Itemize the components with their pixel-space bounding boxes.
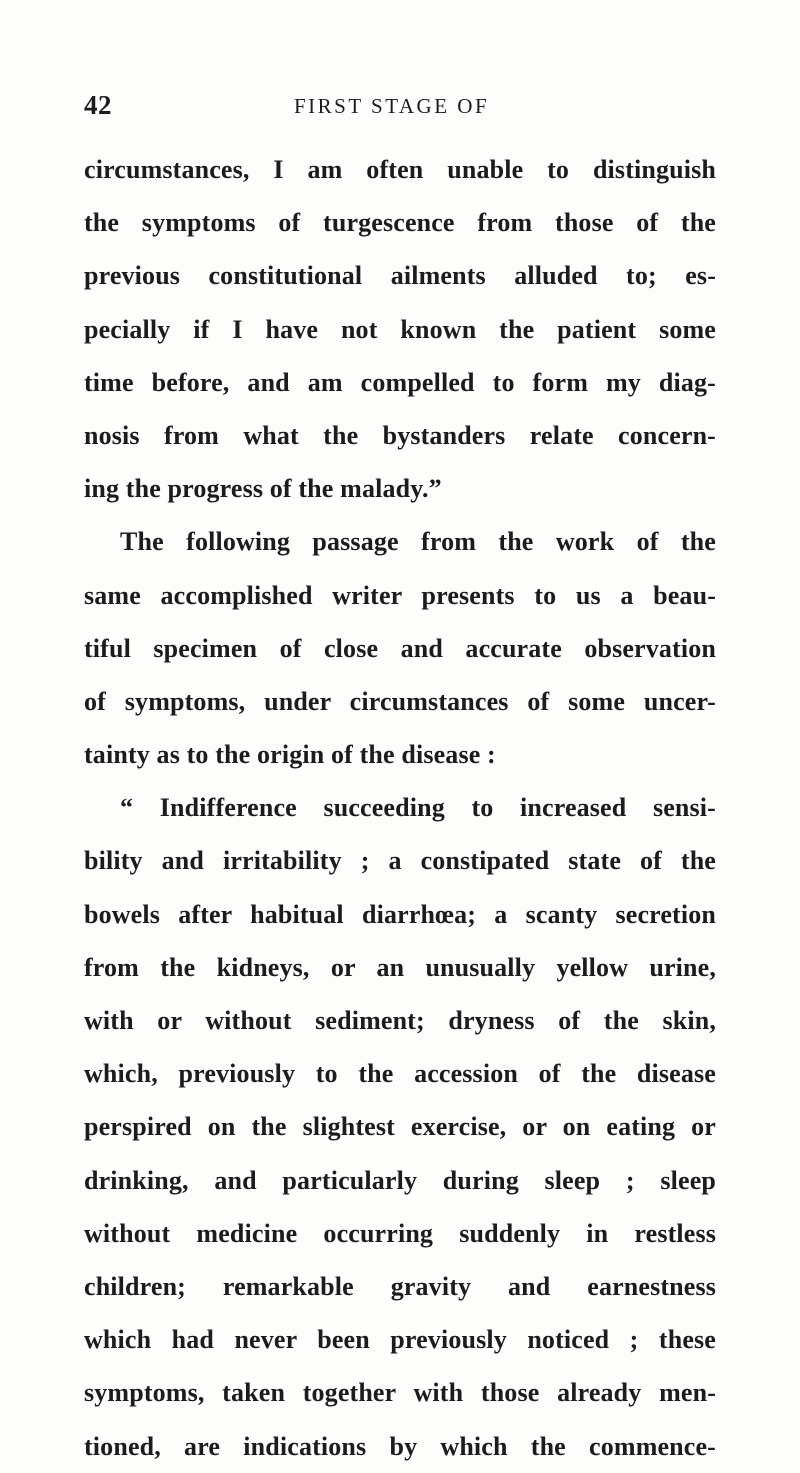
text-line: tiful specimen of close and accurate observation (84, 633, 716, 663)
text-line: “ Indifference succeeding to increased sensi- (120, 793, 716, 823)
running-head (84, 90, 714, 130)
text-line: children; remarkable gravity and earnestness (84, 1271, 716, 1301)
text-line: The following passage from the work of the (120, 527, 716, 557)
text-line: drinking, and particularly during sleep ; sleep (84, 1165, 716, 1195)
text-line: ing the progress of the malady.” (84, 474, 442, 504)
text-line: same accomplished writer presents to us a beau- (84, 580, 716, 610)
page-number: 42 (84, 90, 112, 120)
body-text (84, 143, 716, 1473)
text-line: time before, and am compelled to form my diag- (84, 367, 716, 397)
text-line: pecially if I have not known the patient some (84, 314, 716, 344)
text-line: from the kidneys, or an unusually yellow urine, (84, 952, 716, 982)
text-line: which had never been previously noticed ; these (84, 1325, 716, 1355)
text-line: tioned, are indications by which the commence- (84, 1431, 716, 1461)
text-line: bility and irritability ; a constipated state of the (84, 846, 716, 876)
text-line: of symptoms, under circumstances of some uncer- (84, 686, 716, 716)
text-line: with or without sediment; dryness of the skin, (84, 1006, 716, 1035)
running-title: FIRST STAGE OF (294, 94, 490, 118)
text-line: previous constitutional ailments alluded to; es- (84, 261, 716, 291)
text-line: symptoms, taken together with those already men- (84, 1378, 716, 1408)
text-line: which, previously to the accession of the disease (84, 1059, 716, 1089)
text-line: nosis from what the bystanders relate concern- (84, 420, 716, 450)
text-line: without medicine occurring suddenly in restless (84, 1218, 716, 1248)
text-line: the symptoms of turgescence from those of the (84, 208, 716, 238)
text-line: perspired on the slightest exercise, or on eating or (84, 1112, 716, 1142)
text-line: tainty as to the origin of the disease : (84, 740, 496, 770)
text-line: bowels after habitual diarrhœa; a scanty secretion (84, 899, 716, 929)
text-line: circumstances, I am often unable to distinguish (84, 155, 716, 184)
